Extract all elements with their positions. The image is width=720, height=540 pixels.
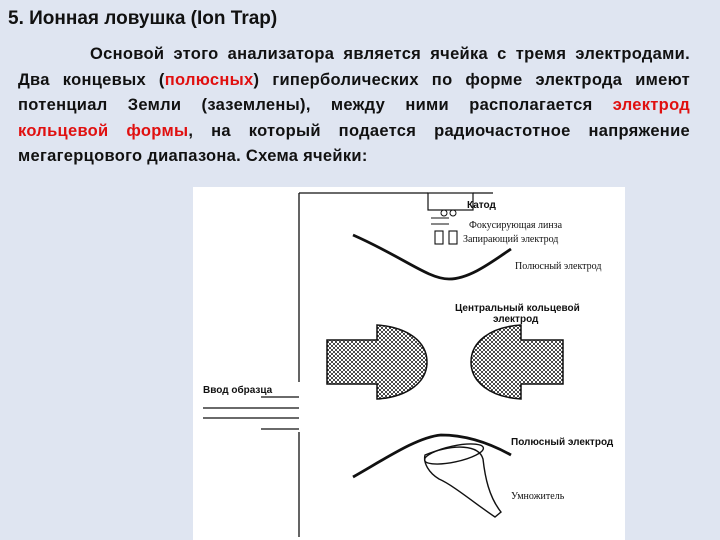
label-multiplier: Умножитель: [511, 491, 565, 502]
label-top-end-cap: Полюсный электрод: [515, 261, 602, 272]
paragraph-text-1: Основой этого анализатора является ячейка с тремя электродами. Два концевых (: [18, 45, 690, 89]
highlight-pole-electrodes: полюсных: [164, 70, 254, 89]
paragraph-text-3: , на который подается радиочастотное напряжение мегагерцового диапазона. Схема ячейки:: [18, 121, 690, 165]
sample-inlet-tube: [203, 397, 299, 429]
label-gate-electrode: Запирающий электрод: [463, 234, 559, 245]
label-ring-electrode-2: электрод: [493, 314, 539, 325]
ion-trap-diagram: [193, 187, 625, 540]
label-ring-electrode-1: Центральный кольцевой: [455, 303, 580, 314]
label-bottom-end-cap: Полюсный электрод: [511, 437, 614, 448]
description-paragraph: [18, 42, 690, 170]
label-cathode: Катод: [467, 200, 496, 211]
ion-trap-schematic: [193, 187, 625, 540]
ring-electrode-right: [471, 325, 563, 399]
label-focusing-lens: Фокусирующая линза: [469, 220, 563, 231]
slide-title: 5. Ионная ловушка (Ion Trap): [8, 8, 278, 29]
ring-electrode-left: [327, 325, 427, 399]
label-sample-inlet: Ввод образца: [203, 385, 273, 396]
paragraph-text-2: ) гиперболических по форме электрода имеют потенциал Земли (заземлены), между ними располагается: [18, 70, 690, 114]
electron-multiplier: [425, 447, 501, 517]
highlight-ring-electrode: электрод кольцевой формы: [18, 96, 690, 140]
